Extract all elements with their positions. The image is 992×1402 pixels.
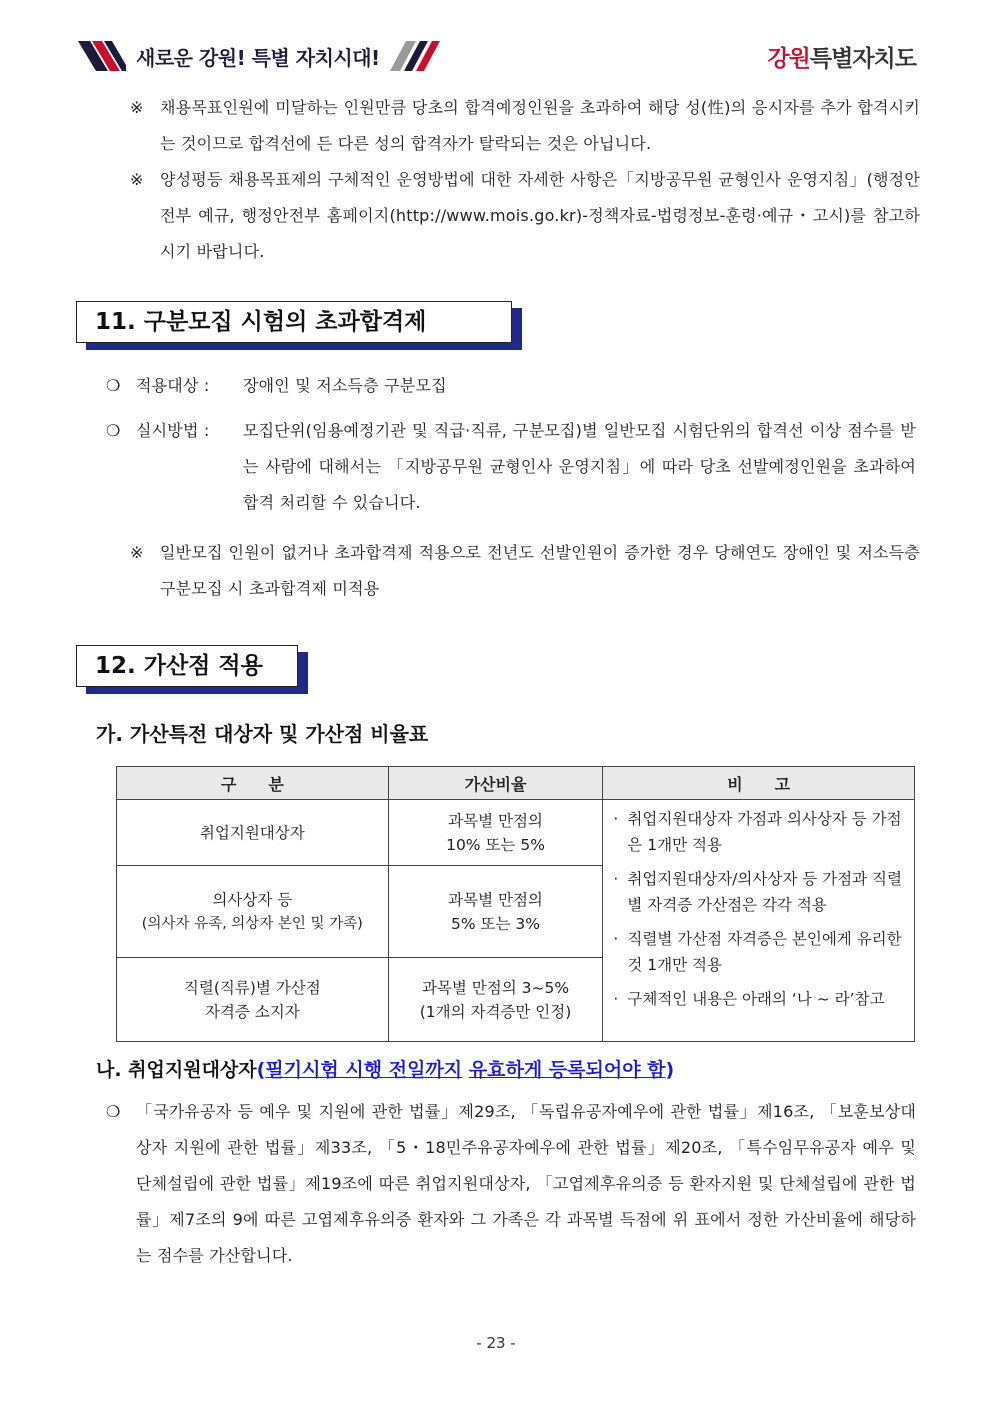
note-gender-quota: ※ 채용목표인원에 미달하는 인원만큼 당초의 합격예정인원을 초과하여 해당 성(性)의 응시자를 추가 합격시키는 것이므로 합격선에 든 다른 성의 합격자가 탈락되는 것은 아닙니다. (130, 98, 920, 153)
note-gender-guide: ※ 양성평등 채용목표제의 구체적인 운영방법에 대한 자세한 사항은「지방공무원 균형인사 운영지침」(행정안전부 예규, 행정안전부 홈페이지(http://www.mois.go.kr)-정책자료-법령정보-훈령·예규・고시)를 참고하시기 바랍니다. (130, 170, 920, 261)
cell-ratio: 과목별 만점의 5% 또는 3% (388, 866, 603, 958)
slash-stripes-left-icon (78, 41, 126, 71)
table-header-row (117, 767, 915, 800)
s11-item-method: ❍ 실시방법 : 모집단위(임용예정기관 및 직급·직류, 구분모집)별 일반모집 시험단위의 합격선 이상 점수를 받는 사람에 대해서는 「지방공무원 균형인사 운영지침」에 따라 당초 선발예정인원을 초과하여 합격 처리할 수 있습니다. (106, 421, 916, 512)
header-slogan-bar (78, 38, 440, 74)
col-header-remarks: 비 고 (603, 767, 915, 800)
header-slogan: 새로운 강원! 특별 자치시대! (136, 45, 380, 70)
page-number: - 23 - (476, 1334, 516, 1352)
cell-ratio: 과목별 만점의 10% 또는 5% (388, 800, 603, 866)
cell-remarks: · 취업지원대상자 가점과 의사상자 등 가점은 1개만 적용 · 취업지원대상자/의사상자 등 가점과 직렬별 자격증 가산점은 각각 적용 · 직렬별 가산점 자격증은 본인에게 유리한 것 1개만 적용 · 구체적인 내용은 아래의 ‘나 ~ 라’참고 (603, 800, 915, 1042)
col-header-category: 구 분 (117, 767, 389, 800)
slash-stripes-right-icon (390, 41, 440, 71)
table-row (117, 800, 915, 866)
col-header-ratio: 가산비율 (388, 767, 603, 800)
cell-category: 직렬(직류)별 가산점 자격증 소지자 (117, 958, 389, 1042)
cell-ratio: 과목별 만점의 3~5% (1개의 자격증만 인정) (388, 958, 603, 1042)
bonus-eligibility-paragraph: ❍ 「국가유공자 등 예우 및 지원에 관한 법률」제29조, 「독립유공자예우에 관한 법률」제16조, 「보훈보상대상자 지원에 관한 법률」제33조, 「5・18민주유공자예우에 관한 법률」제20조, 「특수임무유공자 예우 및 단체설립에 관한 법률」제19조에 따른 취업지원대상자, 「고엽제후유의증 등 환자지원 및 단체설립에 관한 법률」제7조의 9에 따른 고엽제후유의증 환자와 그 가족은 각 과목별 득점에 위 표에서 정한 가산비율에 해당하는 점수를 가산합니다. (106, 1102, 916, 1265)
sub-heading-a: 가. 가산특전 대상자 및 가산점 비율표 (96, 722, 429, 746)
bonus-rate-table (116, 766, 915, 1042)
section-12-title: 12. 가산점 적용 (76, 645, 298, 687)
brand-logo: 강원특별자치도 (767, 46, 916, 72)
cell-category: 취업지원대상자 (117, 800, 389, 866)
section-11-title: 11. 구분모집 시험의 초과합격제 (76, 301, 512, 343)
s11-note: ※ 일반모집 인원이 없거나 초과합격제 적용으로 전년도 선발인원이 증가한 경우 당해연도 장애인 및 저소득층 구분모집 시 초과합격제 미적용 (130, 543, 920, 598)
sub-heading-b: 나. 취업지원대상자(필기시험 시행 전일까지 유효하게 등록되어야 함) (96, 1059, 675, 1081)
cell-category: 의사상자 등 (의사자 유족, 의상자 본인 및 가족) (117, 866, 389, 958)
